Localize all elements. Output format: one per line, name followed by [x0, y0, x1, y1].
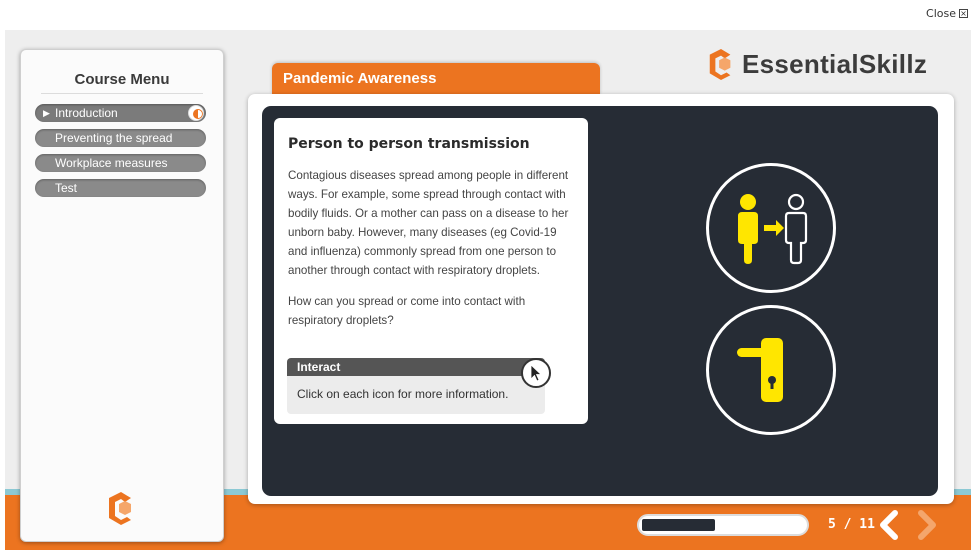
- close-icon: ×: [960, 9, 967, 18]
- half-complete-icon: [188, 105, 204, 121]
- close-label: Close: [926, 7, 956, 20]
- menu-item-preventing-the-spread[interactable]: [35, 129, 206, 147]
- brand-name: EssentialSkillz: [742, 48, 928, 79]
- essentialskillz-logo-icon: [105, 490, 137, 526]
- person-to-person-icon: [726, 188, 816, 268]
- text-card: [274, 118, 588, 424]
- interact-instruction: Click on each icon for more information.: [297, 387, 509, 401]
- menu-item-label: Introduction: [55, 106, 118, 120]
- next-page-button[interactable]: [915, 510, 941, 540]
- page-counter: 5 / 11: [828, 517, 875, 532]
- person-to-person-icon-button[interactable]: [706, 163, 836, 293]
- course-player: [5, 30, 971, 550]
- door-handle-icon-button[interactable]: [706, 305, 836, 435]
- door-handle-icon: [731, 330, 811, 410]
- module-title: Pandemic Awareness: [272, 63, 600, 95]
- chevron-left-icon: [875, 510, 901, 540]
- menu-item-test[interactable]: [35, 179, 206, 197]
- interact-heading: Interact: [287, 358, 545, 376]
- slide-body: Contagious diseases spread among people in different ways. For example, some spread through contact with bodily fluids. Or a mother can pass on a disease to her unborn baby. However, many diseases (eg Covid-19 and influenza) commonly spread from one person to another through contact with respiratory droplets.: [288, 169, 569, 277]
- slide-question: How can you spread or come into contact with respiratory droplets?: [288, 295, 526, 327]
- slide-title: Person to person transmission: [288, 136, 530, 152]
- course-menu: [20, 49, 224, 542]
- content-panel: [248, 94, 954, 504]
- essentialskillz-logo-icon: [706, 47, 736, 81]
- brand-logo: [706, 47, 927, 81]
- previous-page-button[interactable]: [875, 510, 901, 540]
- cursor-icon: [521, 358, 551, 388]
- menu-item-introduction[interactable]: [35, 104, 206, 122]
- slide-area: [262, 106, 938, 496]
- chevron-right-icon: [915, 510, 941, 540]
- course-progress-bar: [637, 514, 809, 536]
- menu-item-workplace-measures[interactable]: [35, 154, 206, 172]
- menu-item-label: Test: [55, 181, 78, 195]
- interact-box: [287, 358, 545, 414]
- close-button[interactable]: [926, 7, 968, 20]
- play-arrow-icon: ▶: [43, 108, 50, 118]
- course-menu-title: Course Menu: [74, 71, 170, 88]
- menu-item-label: Preventing the spread: [55, 131, 173, 145]
- menu-item-label: Workplace measures: [55, 156, 168, 170]
- course-progress-fill: [642, 519, 715, 531]
- menu-divider: [41, 93, 203, 94]
